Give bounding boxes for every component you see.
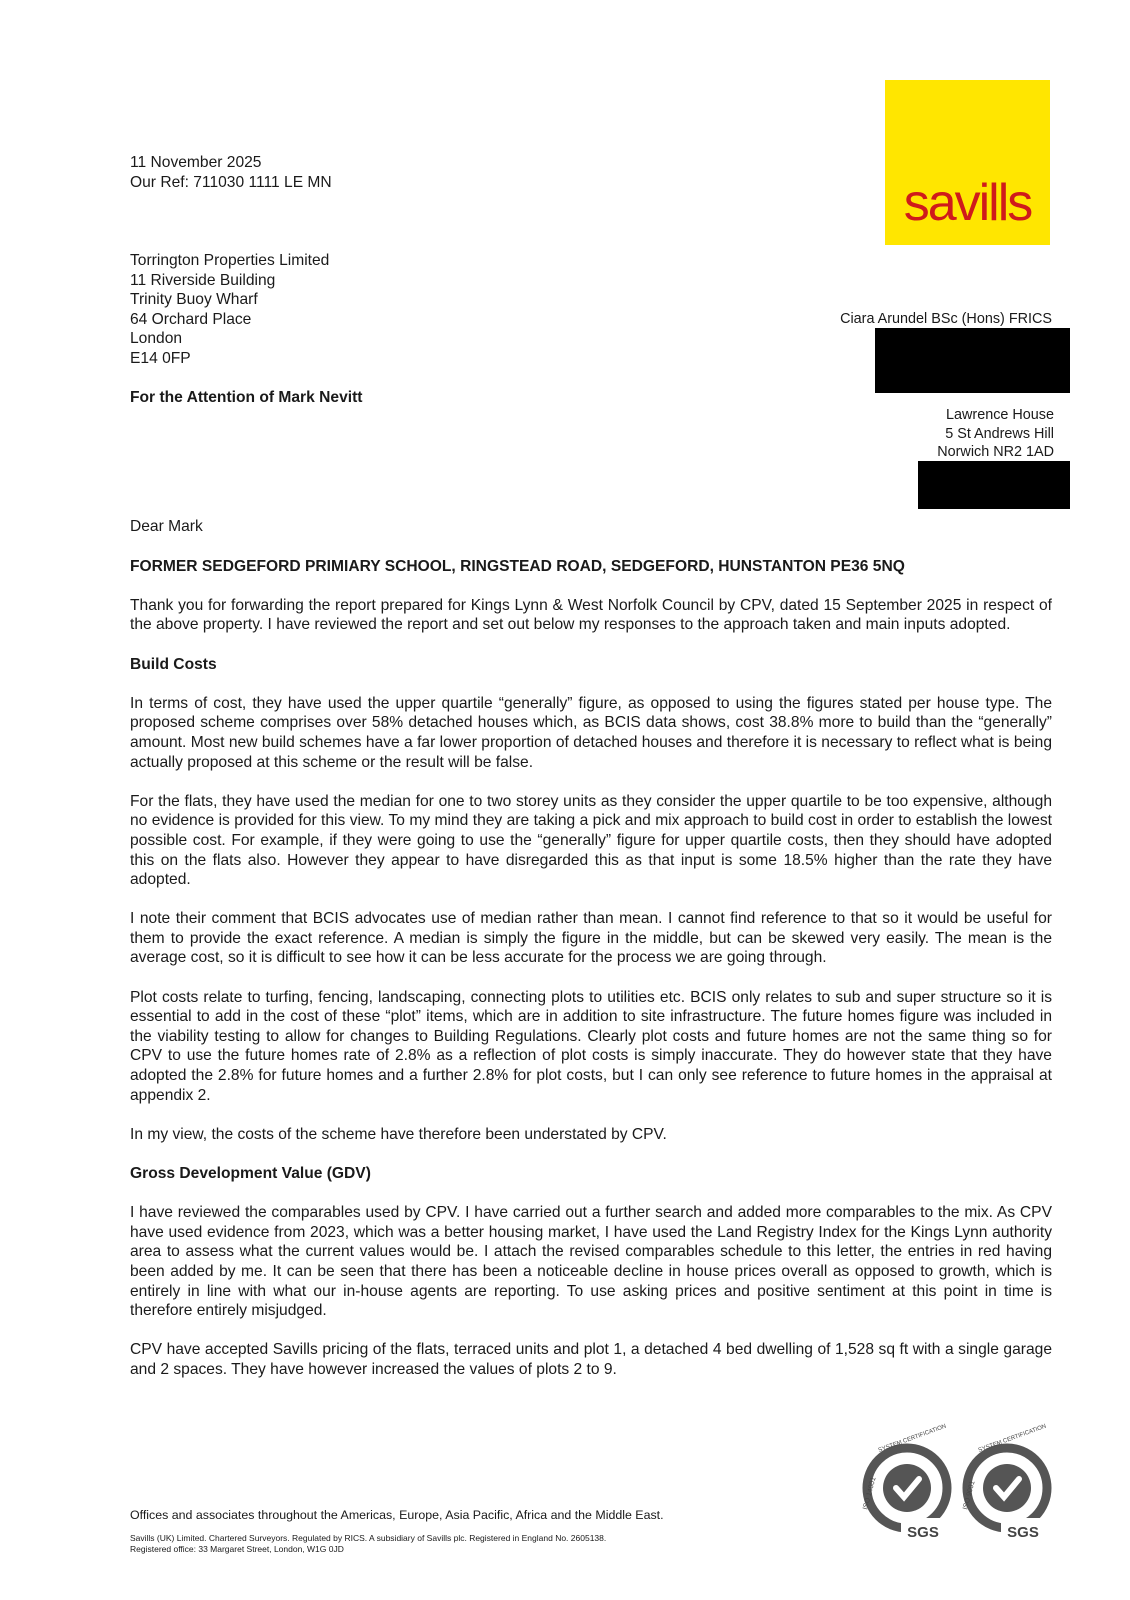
redaction-box bbox=[918, 461, 1070, 509]
body-paragraph: I note their comment that BCIS advocates use of median rather than mean. I cannot find reference to that so it would be useful for them to provide the exact reference. A median is simply the figure in the middle, but can be skewed very easily. The mean is the average cost, so it is difficult to see how it can be less accurate for the process we are going through. bbox=[130, 910, 1052, 967]
body-paragraph: For the flats, they have used the median for one to two storey units as they consider the upper quartile to be too expensive, although no evidence is provided for this view. To my mind they are taking a pick and mix approach to build cost in order to establish the lowest possible cost. For example, if they were going to use the “generally” figure for upper quartile costs, then they should have adopted this on the flats also. However they appear to have disregarded this as that input is some 18.5% higher than the rate they have adopted. bbox=[130, 792, 1052, 889]
sender-name: Ciara Arundel BSc (Hons) FRICS bbox=[840, 311, 1052, 327]
body-paragraph: Plot costs relate to turfing, fencing, landscaping, connecting plots to utilities etc. BCIS only relates to sub and super structure so it is essential to add in the cost of these “plot” items, which are in addition to site infrastructure. The future homes figure was included in the viability testing to allow for changes to Building Regulations. Clearly plot costs and future homes are not the same thing so for CPV to use the future homes rate of 2.8% as a reflection of plot costs is simply inaccurate. They do however state that they have adopted the 2.8% for future homes and a further 2.8% for plot costs, but I can only see reference to future homes in the appraisal at appendix 2. bbox=[130, 988, 1052, 1104]
body-paragraph: CPV have accepted Savills pricing of the flats, terraced units and plot 1, a detached 4 bed dwelling of 1,528 sq ft with a single garage and 2 spaces. They have however increased the values of plots 2 to 9. bbox=[130, 1341, 1052, 1378]
address-line: 64 Orchard Place bbox=[130, 310, 252, 328]
office-line: Norwich NR2 1AD bbox=[937, 444, 1054, 460]
address-line: London bbox=[130, 330, 183, 348]
footer-legal bbox=[130, 1533, 606, 1554]
subject-heading: FORMER SEDGEFORD PRIMIARY SCHOOL, RINGSTEAD ROAD, SEDGEFORD, HUNSTANTON PE36 5NQ bbox=[130, 557, 905, 575]
office-line: 5 St Andrews Hill bbox=[945, 425, 1054, 442]
address-line: 11 Riverside Building bbox=[130, 271, 276, 289]
badge-standard-text: ISO 14001 bbox=[862, 1476, 878, 1511]
address-line: E14 0FP bbox=[130, 349, 191, 367]
certification-badges bbox=[857, 1423, 1067, 1541]
iso-9001-badge bbox=[962, 1424, 1047, 1541]
body-paragraph: I have reviewed the comparables used by CPV. I have carried out a further search and added more comparables to the mix. As CPV have used evidence from 2023, which was a better housing market, I have used the Land Registry Index for the Kings Lynn authority area to assess what the current values would be. I attach the revised comparables schedule to this letter, the entries in red having been added by me. It can be seen that there has been a noticeable decline in house prices overall as opposed to growth, which is entirely in line with what our in-house agents are reporting. To use asking prices and positive sentiment at this point in time is therefore entirely misjudged. bbox=[130, 1204, 1052, 1320]
address-line: Trinity Buoy Wharf bbox=[130, 291, 258, 309]
body-paragraph: In terms of cost, they have used the upper quartile “generally” figure, as opposed to using the figures stated per house type. The proposed scheme comprises over 58% detached houses which, as BCIS data shows, cost 38.8% more to build than the “generally” amount. Most new build schemes have a far lower proportion of detached houses and therefore it is necessary to reflect what is being actually proposed at this scheme or the result will be false. bbox=[130, 694, 1052, 771]
letter-body bbox=[130, 517, 1052, 1399]
badge-body-text: SGS bbox=[907, 1524, 939, 1541]
recipient-address bbox=[130, 251, 329, 369]
letter-meta bbox=[130, 153, 332, 192]
body-paragraph: In my view, the costs of the scheme have therefore been understated by CPV. bbox=[130, 1125, 667, 1143]
redaction-box bbox=[875, 328, 1070, 393]
iso-14001-badge bbox=[862, 1424, 947, 1541]
intro-paragraph: Thank you for forwarding the report prepared for Kings Lynn & West Norfolk Council by CPV, dated 15 September 2025 in respect of the above property. I have reviewed the report and set out below my responses to the approach taken and main inputs adopted. bbox=[130, 596, 1052, 634]
office-line: Lawrence House bbox=[946, 407, 1054, 423]
section-heading-build-costs: Build Costs bbox=[130, 655, 217, 673]
attention-line: For the Attention of Mark Nevitt bbox=[130, 389, 363, 406]
logo-wordmark: savills bbox=[903, 174, 1032, 232]
footer-offices: Offices and associates throughout the Americas, Europe, Asia Pacific, Africa and the Middle East. bbox=[130, 1508, 664, 1522]
footer-legal-line: Registered office: 33 Margaret Street, London, W1G 0JD bbox=[130, 1543, 344, 1554]
office-address bbox=[937, 406, 1054, 462]
address-line: Torrington Properties Limited bbox=[130, 252, 330, 269]
footer-legal-line: Savills (UK) Limited. Chartered Surveyors. Regulated by RICS. A subsidiary of Savills plc. Registered in England No. 2605138. bbox=[130, 1533, 607, 1543]
badge-ring-text: SYSTEM CERTIFICATION bbox=[977, 1423, 1048, 1454]
letter-date: 11 November 2025 bbox=[130, 154, 262, 171]
badge-body-text: SGS bbox=[1007, 1524, 1039, 1541]
badge-ring-text: SYSTEM CERTIFICATION bbox=[877, 1423, 948, 1454]
salutation: Dear Mark bbox=[130, 518, 203, 535]
section-heading-gdv: Gross Development Value (GDV) bbox=[130, 1165, 371, 1182]
our-reference: Our Ref: 711030 1111 LE MN bbox=[130, 173, 332, 191]
savills-logo bbox=[885, 80, 1050, 245]
badge-standard-text: ISO 9001 bbox=[962, 1480, 977, 1511]
